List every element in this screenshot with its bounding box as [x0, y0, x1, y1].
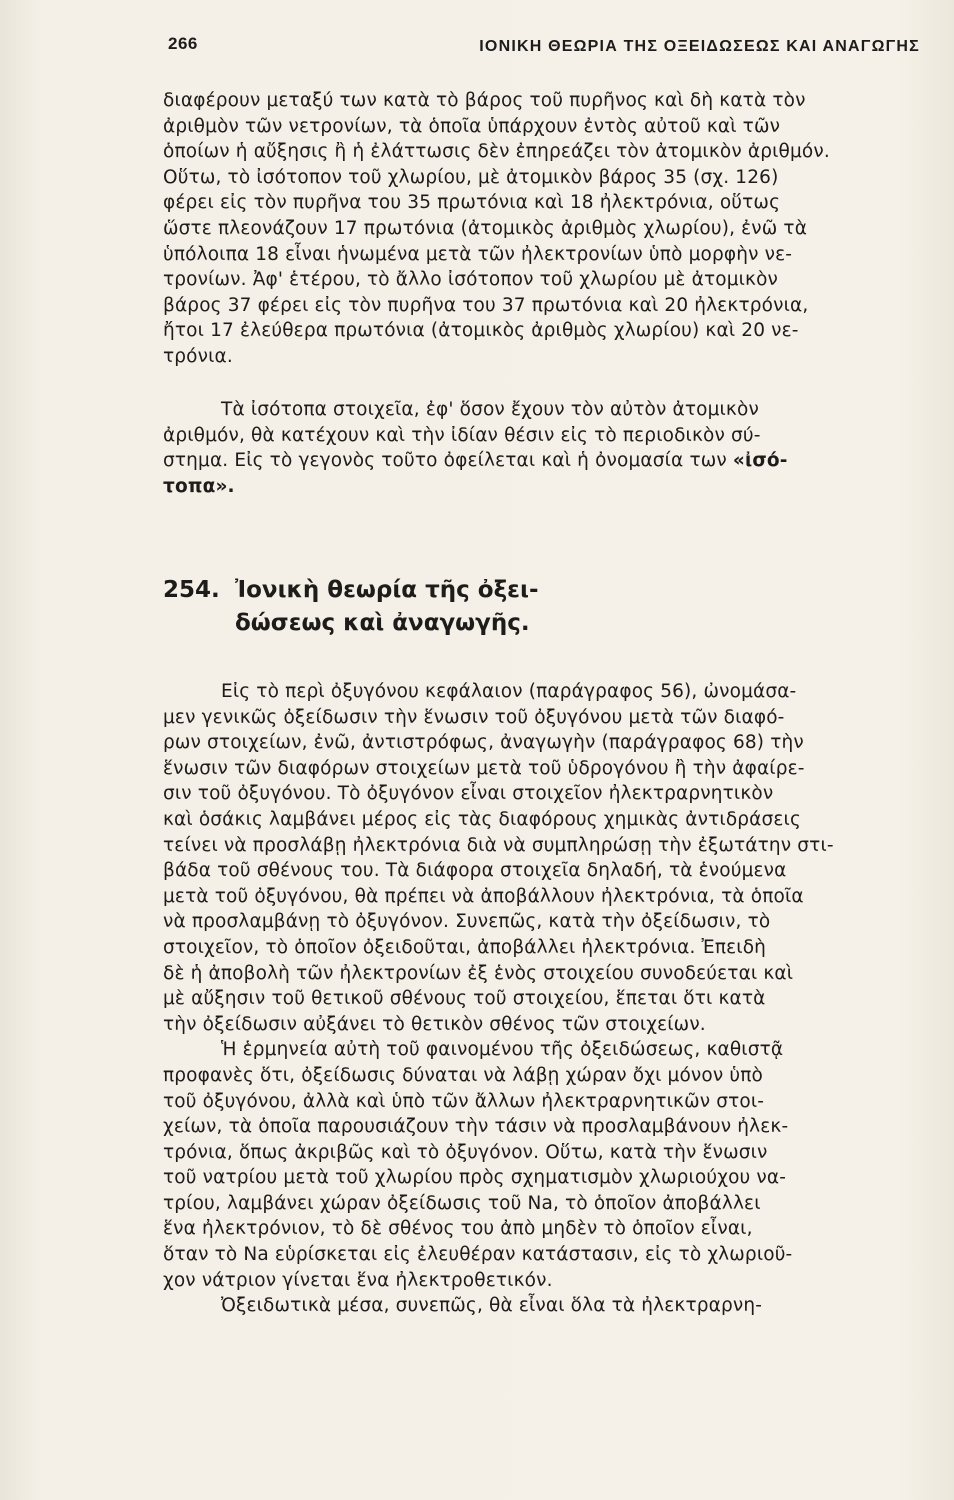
- text-line: ὁποίων ἡ αὔξησις ἢ ἡ ἐλάττωσις δὲν ἐπηρεάζει τὸν ἀτομικὸν ἀριθμόν.: [163, 141, 830, 163]
- text-fragment: στημα. Εἰς τὸ γεγονὸς τοῦτο ὀφείλεται καὶ ἡ ὀνομασία των: [163, 450, 727, 472]
- paragraph-isotopes-chlorine: [163, 88, 907, 370]
- text-line: μεν γενικῶς ὀξείδωσιν τὴν ἕνωσιν τοῦ ὀξυγόνου μετὰ τῶν διαφό-: [163, 706, 785, 728]
- text-block-bottom: [163, 679, 907, 1319]
- paragraph-oxidation-definition: [163, 679, 907, 1037]
- text-line: ἤτοι 17 ἐλεύθερα πρωτόνια (ἀτομικὸς ἀριθμὸς χλωρίου) καὶ 20 νε-: [163, 320, 799, 342]
- page-number: 266: [168, 34, 198, 53]
- text-line: σιν τοῦ ὀξυγόνου. Τὸ ὀξυγόνον εἶναι στοιχεῖον ἠλεκτραρνητικὸν: [163, 783, 774, 805]
- text-line: Ἡ ἑρμηνεία αὐτὴ τοῦ φαινομένου τῆς ὀξειδώσεως, καθιστᾷ: [221, 1039, 784, 1061]
- section-heading: [163, 574, 539, 640]
- paragraph-oxidation-interpretation: [163, 1037, 907, 1293]
- text-line: βάρος 37 φέρει εἰς τὸν πυρῆνα του 37 πρωτόνια καὶ 20 ἠλεκτρόνια,: [163, 294, 809, 316]
- text-line: τὴν ὀξείδωσιν αὐξάνει τὸ θετικὸν σθένος τῶν στοιχείων.: [163, 1013, 706, 1035]
- section-title-line-2: δώσεως καὶ ἀναγωγῆς.: [235, 610, 530, 636]
- text-line: ἀριθμὸν τῶν νετρονίων, τὰ ὁποῖα ὑπάρχουν ἐντὸς αὐτοῦ καὶ τῶν: [163, 115, 781, 137]
- text-line: τοῦ νατρίου μετὰ τοῦ χλωρίου πρὸς σχηματισμὸν χλωριούχου να-: [163, 1167, 787, 1189]
- text-line: ρων στοιχείων, ἐνῶ, ἀντιστρόφως, ἀναγωγὴν (παράγραφος 68) τὴν: [163, 732, 804, 754]
- text-line: ἀριθμόν, θὰ κατέχουν καὶ τὴν ἰδίαν θέσιν εἰς τὸ περιοδικὸν σύ-: [163, 424, 761, 446]
- text-line: καὶ ὁσάκις λαμβάνει μέρος εἰς τὰς διαφόρους χημικὰς ἀντιδράσεις: [163, 808, 801, 830]
- section-number: 254.: [163, 577, 220, 603]
- text-line: νὰ προσλαμβάνῃ τὸ ὀξυγόνον. Συνεπῶς, κατὰ τὴν ὀξείδωσιν, τὸ: [163, 911, 771, 933]
- text-line: προφανὲς ὅτι, ὀξείδωσις δύναται νὰ λάβῃ χώραν ὄχι μόνον ὑπὸ: [163, 1064, 764, 1086]
- text-line: τείνει νὰ προσλάβῃ ἠλεκτρόνια διὰ νὰ συμπληρώσῃ τὴν ἐξωτάτην στι-: [163, 834, 834, 856]
- text-line: ἕνα ἠλεκτρόνιον, τὸ δὲ σθένος του ἀπὸ μηδὲν τὸ ὁποῖον εἶναι,: [163, 1218, 753, 1240]
- text-line: χείων, τὰ ὁποῖα παρουσιάζουν τὴν τάσιν νὰ προσλαμβάνουν ἠλεκ-: [163, 1116, 789, 1138]
- bold-term: «ἰσό-: [732, 450, 788, 472]
- text-line: μὲ αὔξησιν τοῦ θετικοῦ σθένους τοῦ στοιχείου, ἕπεται ὅτι κατὰ: [163, 988, 766, 1010]
- text-line: ὅταν τὸ Na εὑρίσκεται εἰς ἐλευθέραν κατάστασιν, εἰς τὸ χλωριοῦ-: [163, 1244, 793, 1266]
- text-line: τρόνια, ὅπως ἀκριβῶς καὶ τὸ ὀξυγόνον. Οὕτω, κατὰ τὴν ἕνωσιν: [163, 1141, 768, 1163]
- text-line: μετὰ τοῦ ὀξυγόνου, θὰ πρέπει νὰ ἀποβάλλουν ἠλεκτρόνια, τὰ ὁποῖα: [163, 885, 804, 907]
- text-line: διαφέρουν μεταξύ των κατὰ τὸ βάρος τοῦ πυρῆνος καὶ δὴ κατὰ τὸν: [163, 90, 806, 111]
- text-line: ὑπόλοιπα 18 εἶναι ἡνωμένα μετὰ τῶν ἠλεκτρονίων ὑπὸ μορφὴν νε-: [163, 243, 793, 265]
- text-line: στοιχεῖον, τὸ ὁποῖον ὀξειδοῦται, ἀποβάλλει ἠλεκτρόνια. Ἐπειδὴ: [163, 936, 767, 958]
- bold-term-continued: τοπα».: [163, 475, 235, 497]
- text-block-top: [163, 88, 907, 370]
- text-line: τρόνια.: [163, 345, 233, 367]
- text-line: Τὰ ἰσότοπα στοιχεῖα, ἐφ' ὅσον ἔχουν τὸν αὐτὸν ἀτομικὸν: [221, 399, 759, 420]
- text-line: [163, 448, 907, 474]
- text-line: τρίου, λαμβάνει χώραν ὀξείδωσις τοῦ Na, τὸ ὁποῖον ἀποβάλλει: [163, 1192, 761, 1214]
- text-line: δὲ ἡ ἀποβολὴ τῶν ἠλεκτρονίων ἐξ ἑνὸς στοιχείου συνοδεύεται καὶ: [163, 962, 794, 984]
- text-line: ἕνωσιν τῶν διαφόρων στοιχείων μετὰ τοῦ ὑδρογόνου ἢ τὴν ἀφαίρε-: [163, 757, 805, 779]
- text-line: Οὕτω, τὸ ἰσότοπον τοῦ χλωρίου, μὲ ἀτομικὸν βάρος 35 (σχ. 126): [163, 166, 779, 188]
- text-line: Εἰς τὸ περὶ ὀξυγόνου κεφάλαιον (παράγραφος 56), ὠνομάσα-: [221, 681, 797, 702]
- text-line: Ὀξειδωτικὰ μέσα, συνεπῶς, θὰ εἶναι ὅλα τὰ ἠλεκτραρνη-: [221, 1295, 763, 1317]
- section-title-line-1: Ἰονικὴ θεωρία τῆς ὀξει-: [235, 577, 539, 603]
- text-line: ὥστε πλεονάζουν 17 πρωτόνια (ἀτομικὸς ἀριθμὸς χλωρίου), ἐνῶ τὰ: [163, 217, 808, 239]
- text-line: βάδα τοῦ σθένους του. Τὰ διάφορα στοιχεῖα δηλαδή, τὰ ἑνούμενα: [163, 860, 787, 882]
- running-header: [168, 34, 920, 64]
- running-title: ΙΟΝΙΚΗ ΘΕΩΡΙΑ ΤΗΣ ΟΞΕΙΔΩΣΕΩΣ ΚΑΙ ΑΝΑΓΩΓΗΣ: [479, 38, 920, 55]
- paragraph-isotopes-naming: [163, 397, 907, 499]
- text-line: τοῦ ὀξυγόνου, ἀλλὰ καὶ ὑπὸ τῶν ἄλλων ἠλεκτραρνητικῶν στοι-: [163, 1090, 765, 1112]
- paragraph-oxidizing-agents: [163, 1293, 907, 1319]
- text-line: χον νάτριον γίνεται ἕνα ἠλεκτροθετικόν.: [163, 1269, 553, 1291]
- text-line: φέρει εἰς τὸν πυρῆνα του 35 πρωτόνια καὶ 18 ἠλεκτρόνια, οὕτως: [163, 192, 781, 214]
- text-line: τρονίων. Ἀφ' ἑτέρου, τὸ ἄλλο ἰσότοπον τοῦ χλωρίου μὲ ἀτομικὸν: [163, 269, 779, 291]
